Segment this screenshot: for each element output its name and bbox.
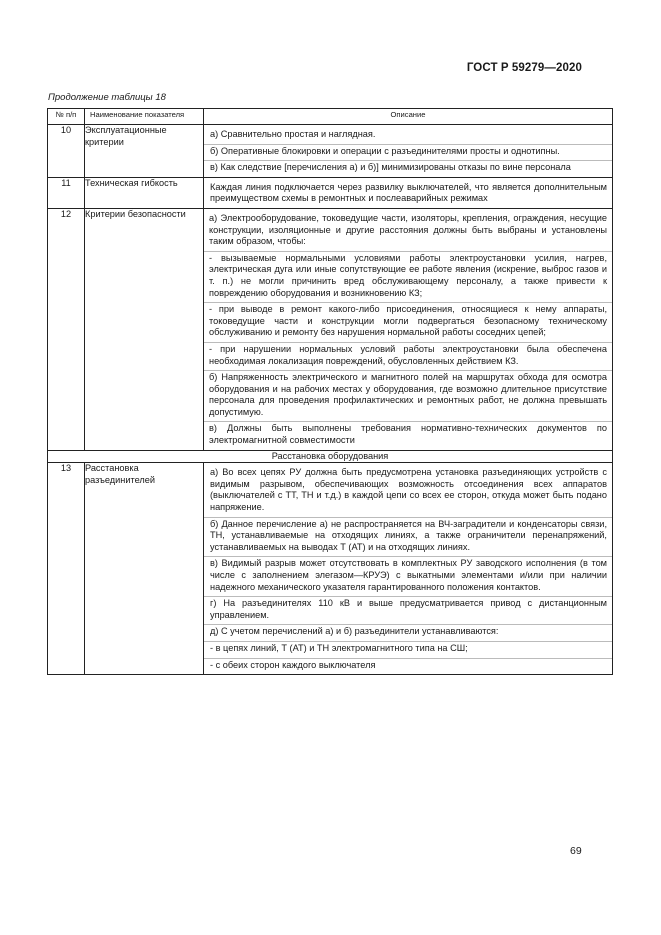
document-number: ГОСТ Р 59279—2020 [466, 62, 582, 74]
table-row [48, 463, 613, 675]
description-paragraph: а) Сравнительно простая и наглядная. [210, 129, 376, 139]
description-paragraph: б) Напряженность электрического и магнитного полей на маршрутах обхода для осмотра оборудования и на рабочих местах у оборудования, где возможно длительное присутствие персонала для проведения профилактических и ремонтных работ, не должна превышать допустимую. [204, 370, 612, 421]
indicator-name: Расстановка разъединителей [85, 463, 204, 675]
description-paragraph: б) Оперативные блокировки и операции с разъединителями просты и однотипны. [204, 144, 612, 161]
indicator-name: Эксплуатационные критерии [85, 125, 204, 178]
column-header-indicator: Наименование показателя [85, 109, 204, 125]
specification-table [47, 108, 613, 675]
description-paragraph: а) Во всех цепях РУ должна быть предусмотрена установка разъединяющих устройств с видимым разрывом, обеспечивающих возможность отсоединения всех аппаратов (выключателей с ТТ, ТН и т.д.) в каждой цепи со всех ее сторон, откуда может быть подано напряжение. [210, 467, 607, 513]
section-row [48, 450, 613, 463]
description-paragraph: Каждая линия подключается через развилку выключателей, что является дополнительным преимуществом схемы в ремонтных и послеаварийных режимах [210, 181, 607, 204]
description-paragraph: в) Должны быть выполнены требования нормативно-технических документов по электромагнитной совместимости [204, 421, 612, 449]
table-header-row [48, 109, 613, 125]
row-number: 13 [48, 463, 85, 675]
column-header-description: Описание [204, 109, 613, 125]
column-header-number: № п/п [48, 109, 85, 125]
table-row [48, 125, 613, 178]
description-paragraph: в) Как следствие [перечисления а) и б)] минимизированы отказы по вине персонала [204, 160, 612, 177]
page-number: 69 [570, 845, 582, 857]
description-cell [204, 177, 613, 208]
description-paragraph: - вызываемые нормальными условиями работы электроустановки усилия, нагрев, электрическая дуга или иные сопутствующие ее работе явления (искрение, выброс газов и т. п.) не могли причинить вред обслуживающему персоналу, а также привести к повреждению оборудования и возникновению КЗ; [204, 251, 612, 302]
indicator-name: Критерии безопасности [85, 208, 204, 450]
description-paragraph: г) На разъединителях 110 кВ и выше предусматривается привод с дистанционным управлением. [204, 596, 612, 624]
description-paragraph: - при нарушении нормальных условий работы электроустановки была обеспечена необходимая локализация повреждений, обусловленных действием КЗ. [204, 342, 612, 370]
row-number: 12 [48, 208, 85, 450]
table-row [48, 208, 613, 450]
description-paragraph: - при выводе в ремонт какого-либо присоединения, относящиеся к нему аппараты, токоведущие части и конструкции могли подвергаться безопасному техническому обслуживанию и ремонту без нарушения нормальной работы соседних цепей; [204, 302, 612, 342]
description-paragraph: д) С учетом перечислений а) и б) разъединители устанавливаются: [204, 624, 612, 641]
table-caption: Продолжение таблицы 18 [48, 92, 166, 103]
description-paragraph: б) Данное перечисление а) не распространяется на ВЧ-заградители и конденсаторы связи, ТН, устанавливаемые на отходящих линиях, а также ограничители перенапряжений, устанавливаемых на выводах Т (АТ) и на отходящих линиях. [204, 517, 612, 557]
description-paragraph: - с обеих сторон каждого выключателя [204, 658, 612, 675]
description-paragraph: в) Видимый разрыв может отсутствовать в комплектных РУ заводского исполнения (в том числе с заполнением элегазом—КРУЭ) с выкатными элементами и/или при наличии надежного механического указателя гарантированного положения контактов. [204, 556, 612, 596]
table-row [48, 177, 613, 208]
indicator-name: Техническая гибкость [85, 177, 204, 208]
row-number: 10 [48, 125, 85, 178]
section-title: Расстановка оборудования [48, 450, 613, 463]
description-cell [204, 125, 613, 178]
description-cell [204, 463, 613, 675]
description-paragraph: - в цепях линий, Т (АТ) и ТН электромагнитного типа на СШ; [204, 641, 612, 658]
description-cell [204, 208, 613, 450]
row-number: 11 [48, 177, 85, 208]
description-paragraph: а) Электрооборудование, токоведущие части, изоляторы, крепления, ограждения, несущие конструкции, изоляционные и другие расстояния должны быть выбраны и установлены таким образом, чтобы: [209, 212, 607, 247]
